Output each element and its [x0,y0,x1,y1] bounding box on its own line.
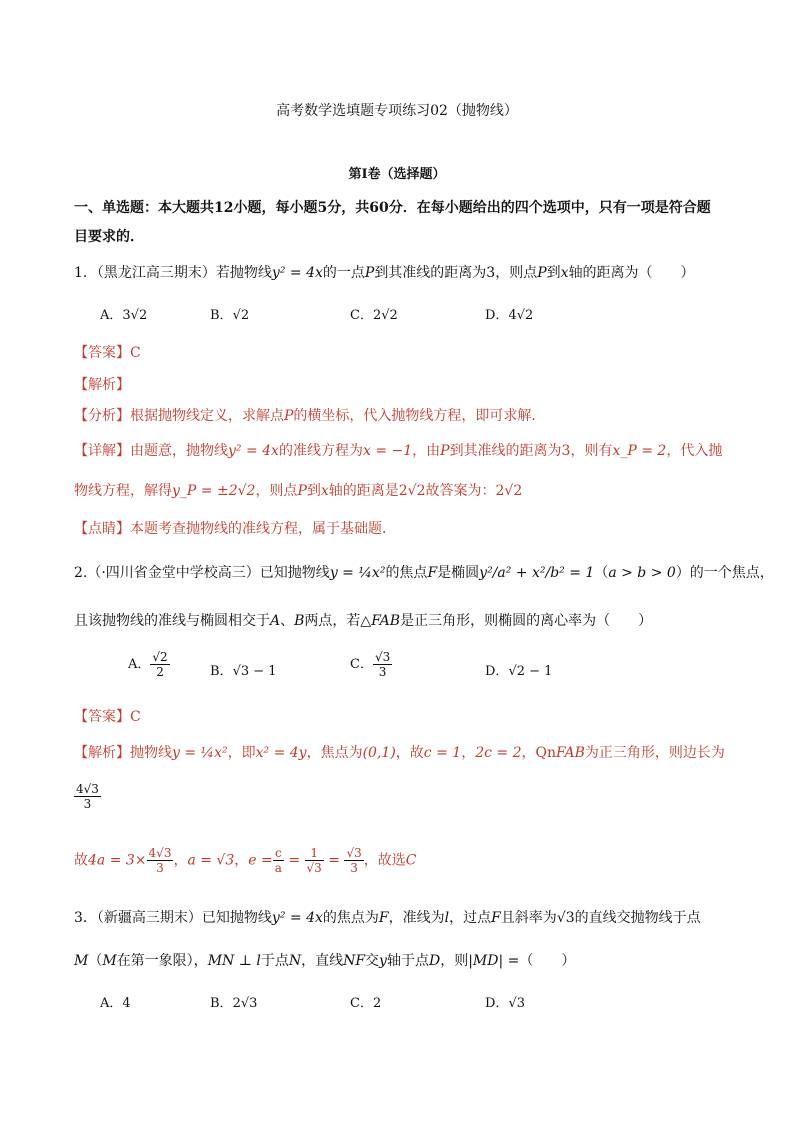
intro-line-2: 目要求的． [74,229,144,245]
q2-answer: 【答案】C [74,709,141,725]
q1-option-a: A．3√2 [100,308,148,323]
q1-analysis-tag: 【解析】 [74,377,130,393]
q2-option-b: B．√3 − 1 [210,664,277,679]
q3-option-a: A．4 [100,996,131,1011]
q1-xiangjie-line2: 物线方程，解得y_P = ±2√2，则点P到x轴的距离是2√2故答案为：2√2 [74,483,523,499]
q2-stem: 2.（·四川省金堂中学校高三）已知抛物线y = ¼x²的焦点F是椭圆y²/a² + x²/b² = 1（a > b > 0）的一个焦点， [74,565,774,581]
q3-option-d: D．√3 [485,996,525,1011]
q2-option-a: A． $\frac{√2}{2}$ [128,650,168,679]
q2-side-length: $\frac{4√3}{3}$ [76,782,99,811]
q1-xiangjie: 【详解】由题意，抛物线y² = 4x的准线方程为x = −1，由P到其准线的距离为3，则有x_P = 2，代入抛 [74,443,723,459]
intro-line-1: 一、单选题：本大题共12小题，每小题5分，共60分．在每小题给出的四个选项中，只有一项是符合题 [74,200,711,216]
q2-option-c: C． $\frac{√3}{3}$ [350,650,391,679]
q2-option-d: D．√2 − 1 [485,664,553,679]
q2-stem-line2: 且该抛物线的准线与椭圆相交于A、B两点，若△FAB是正三角形，则椭圆的离心率为（ ） [74,613,653,629]
q3-option-c: C．2 [350,996,382,1011]
q1-option-b: B．√2 [210,308,250,323]
section-heading: 第I卷（选择题） [348,167,446,182]
q1-fenxi: 【分析】根据抛物线定义，求解点P的横坐标，代入抛物线方程，即可求解． [74,408,546,424]
q2-analysis: 【解析】抛物线y = ¼x²，即x² = 4y，焦点为(0,1)，故c = 1，2c = 2，QnFAB为正三角形，则边长为 [74,745,725,761]
q3-option-b: B．2√3 [210,996,258,1011]
q1-stem: 1．（黑龙江高三期末）若抛物线y² = 4x的一点P到其准线的距离为3，则点P到x轴的距离为（ ） [74,265,695,281]
q3-stem-line2: M（M在第一象限），MN ⊥ l于点N，直线NF交y轴于点D，则|MD| =（ ） [74,953,576,969]
page-title: 高考数学选填题专项练习02（抛物线） [276,103,518,119]
q1-option-c: C．2√2 [350,308,398,323]
q2-conclusion: 故4a = 3× $\frac{4√3}{3}$ ，a = √3，e = $\frac{c}{a}$ = $\frac{1}{√3}$ = $\frac{√3}{3}$ ，故选C [74,846,417,875]
q1-answer: 【答案】C [74,345,141,361]
q1-dianjing: 【点睛】本题考查抛物线的准线方程，属于基础题． [74,521,396,537]
q3-stem: 3．（新疆高三期末）已知抛物线y² = 4x的焦点为F，准线为l，过点F且斜率为√3的直线交抛物线于点 [74,910,701,926]
q1-option-d: D．4√2 [485,308,534,323]
